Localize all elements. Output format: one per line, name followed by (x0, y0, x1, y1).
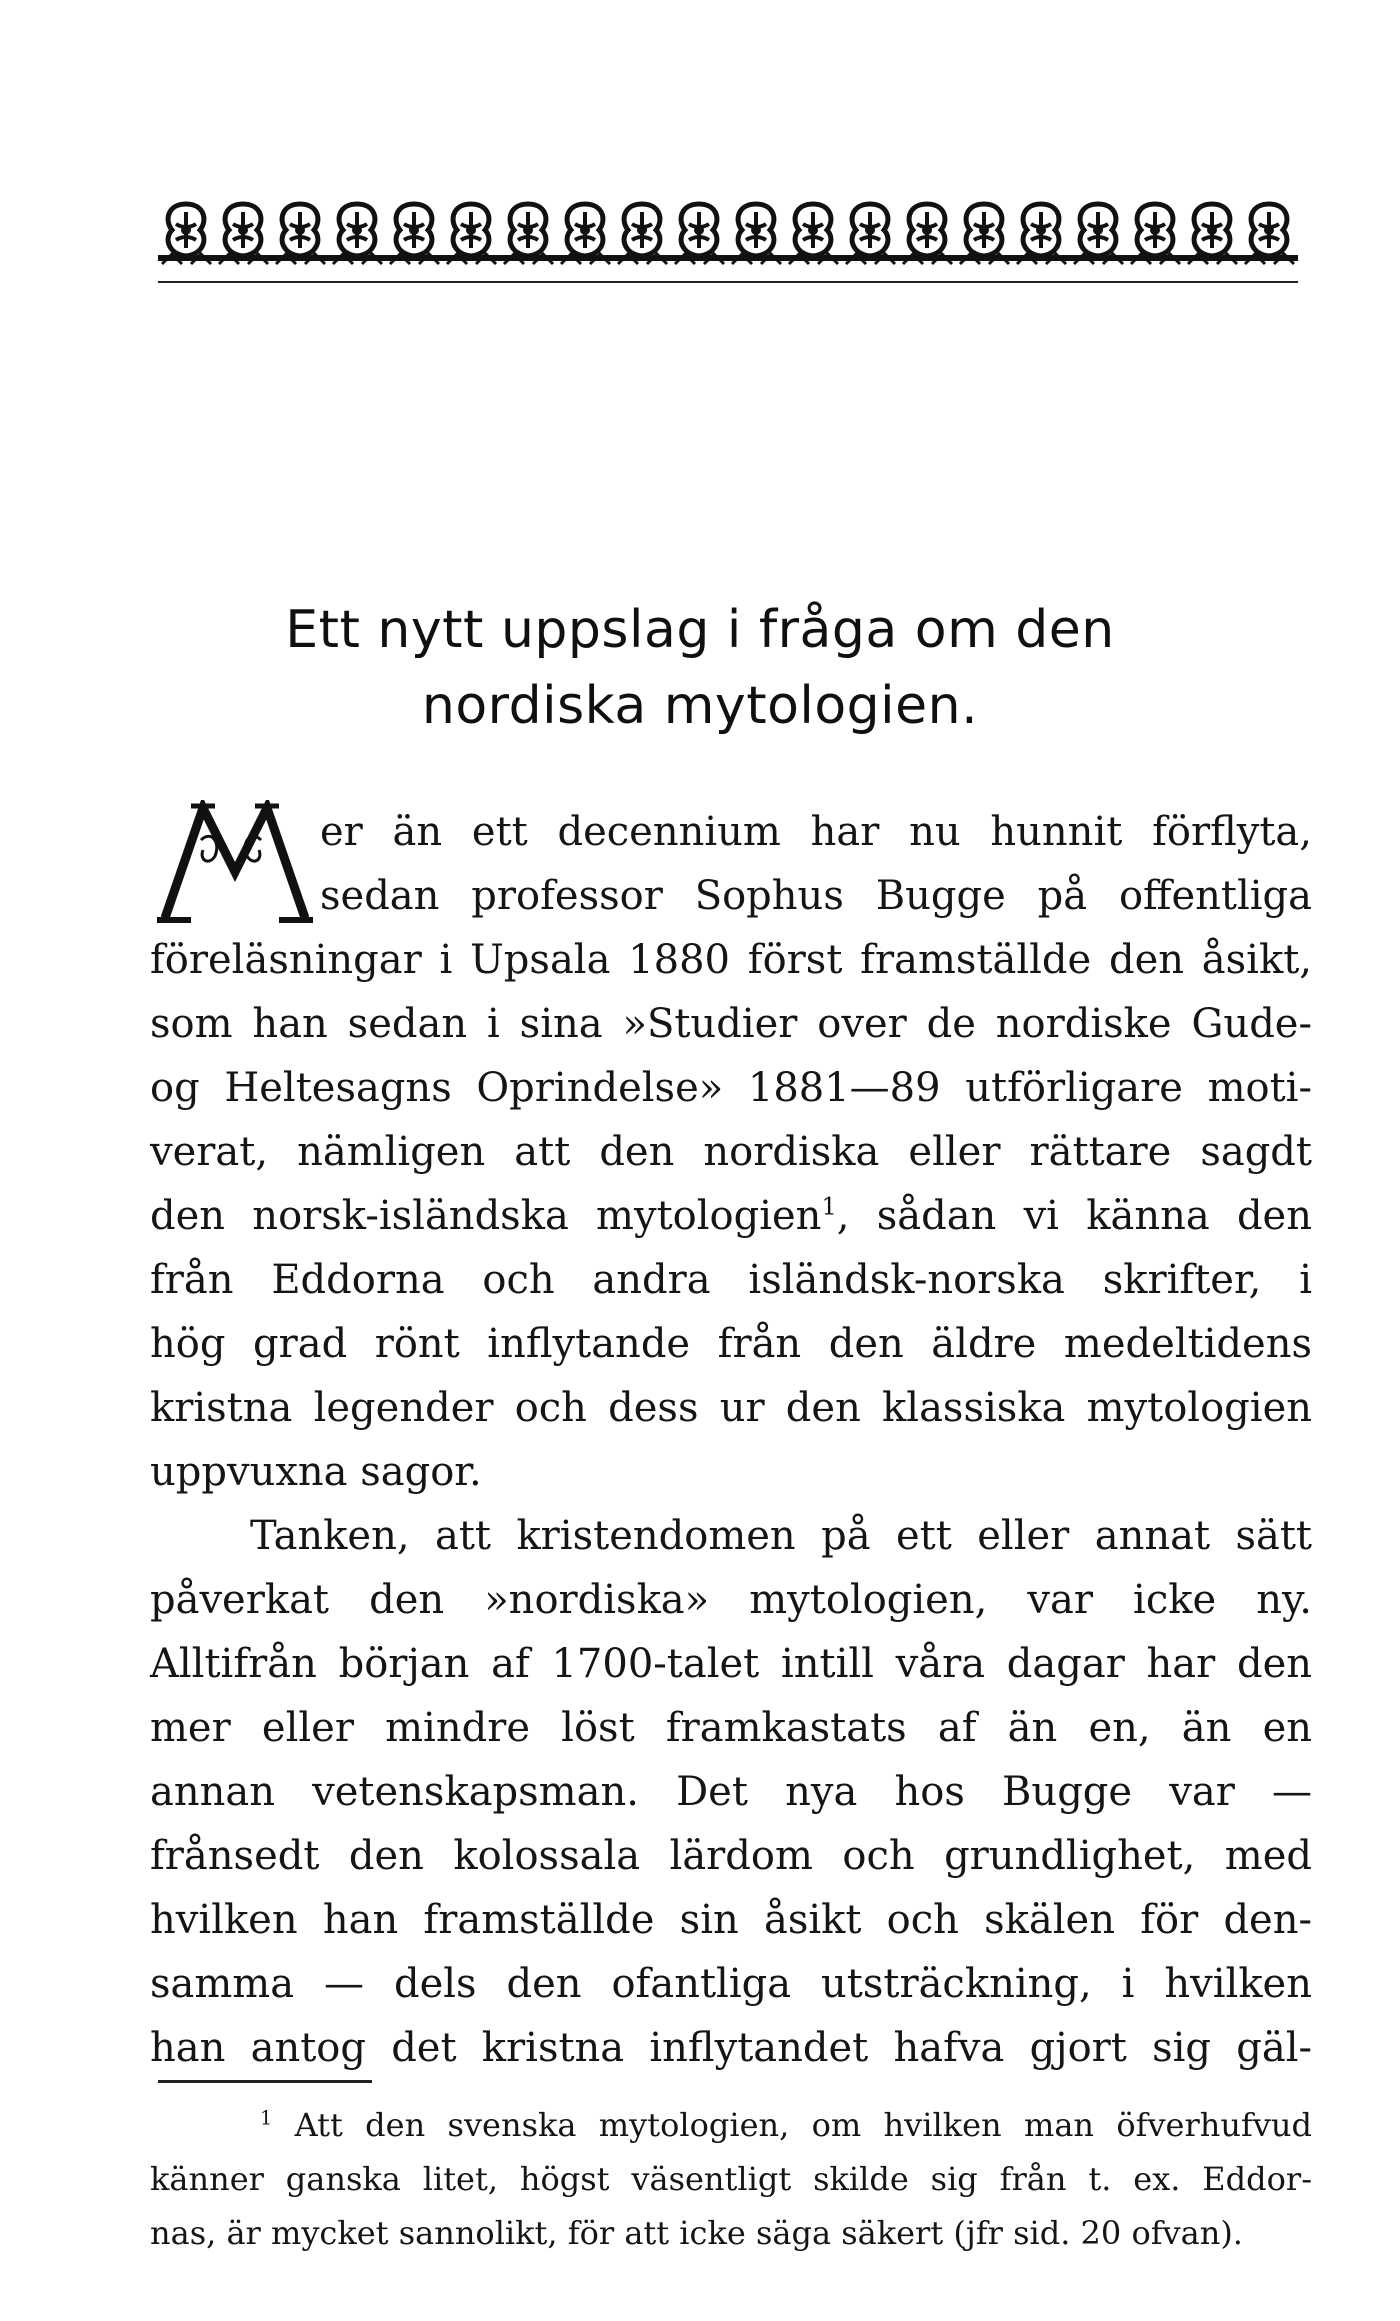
footnote-marker: 1 (260, 2106, 273, 2130)
p2-line-1: Tanken, att kristendomen på ett eller annat sätt (250, 1513, 1312, 1559)
chapter-title (150, 592, 1250, 744)
p1-line-5: og Heltesagns Oprindelse» 1881—89 utförligare moti- (150, 1065, 1312, 1111)
p2-line-8: samma — dels den ofantliga utsträckning, i hvilken (150, 1961, 1312, 2007)
p1-line-7-tail: , sådan vi känna den (836, 1193, 1312, 1239)
p1-line-6: verat, nämligen att den nordiska eller rättare sagdt (150, 1129, 1312, 1175)
p2-line-7: hvilken han framställde sin åsikt och skälen för den- (150, 1897, 1312, 1943)
p1-line-3: föreläsningar i Upsala 1880 först framställde den åsikt, (150, 937, 1312, 983)
p1-line-1: er än ett decennium har nu hunnit förflyta, (320, 809, 1312, 855)
title-line-2: nordiska mytologien. (421, 676, 979, 736)
footnote-line-3: nas, är mycket sannolikt, för att icke säga säkert (jfr sid. 20 ofvan). (150, 2214, 1243, 2252)
p1-line-9: hög grad rönt inflytande från den äldre medeltidens (150, 1321, 1312, 1367)
ornament-icon (158, 198, 1298, 288)
header-ornament-border (158, 198, 1298, 288)
p1-line-8: från Eddorna och andra isländsk-norska skrifter, i (150, 1257, 1312, 1303)
footnote (150, 2098, 1312, 2260)
footnote-ref: 1 (821, 1192, 837, 1221)
p1-line-10: kristna legender och dess ur den klassiska mytologien (150, 1385, 1312, 1431)
p1-line-2: sedan professor Sophus Bugge på offentliga (320, 873, 1312, 919)
main-text (150, 800, 1312, 2080)
footnote-line-2: känner ganska litet, högst väsentligt skilde sig från t. ex. Eddor- (150, 2160, 1312, 2198)
p1-line-4: som han sedan i sina »Studier over de nordiske Gude- (150, 1001, 1312, 1047)
footnote-line-1 (150, 2098, 1312, 2152)
title-line-1: Ett nytt uppslag i fråga om den (285, 600, 1115, 660)
p2-line-6: frånsedt den kolossala lärdom och grundlighet, med (150, 1833, 1312, 1879)
p2-line-9: han antog det kristna inflytandet hafva gjort sig gäl- (150, 2025, 1312, 2071)
p1-line-11: uppvuxna sagor. (150, 1449, 482, 1495)
p2-line-5: annan vetenskapsman. Det nya hos Bugge var — (150, 1769, 1312, 1815)
p2-line-4: mer eller mindre löst framkastats af än en, än en (150, 1705, 1312, 1751)
footnote-separator (158, 2080, 372, 2083)
footnote-line-1-text: Att den svenska mytologien, om hvilken man öfverhufvud (294, 2106, 1313, 2144)
p1-line-7 (150, 1184, 1312, 1248)
p2-line-2: påverkat den »nordiska» mytologien, var icke ny. (150, 1577, 1312, 1623)
p1-line-7-head: den norsk-isländska mytologien (150, 1193, 822, 1239)
p2-line-3: Alltifrån början af 1700-talet intill våra dagar har den (150, 1641, 1312, 1687)
